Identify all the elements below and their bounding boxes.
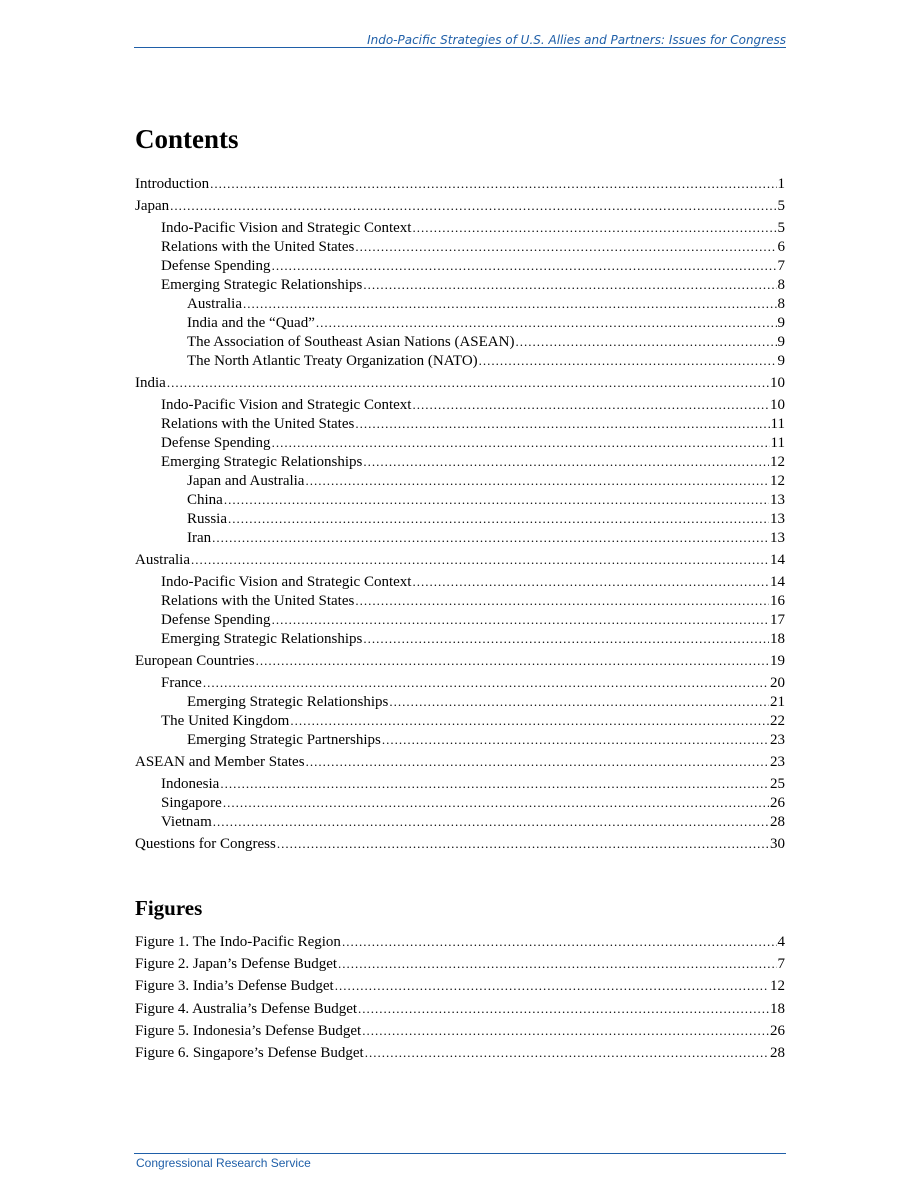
toc-entry[interactable] [187, 731, 785, 749]
toc-entry-title: Defense Spending [161, 612, 271, 628]
toc-entry-title: The Association of Southeast Asian Nations (ASEAN) [187, 334, 515, 350]
header-rule [134, 47, 786, 48]
dot-leader [306, 753, 769, 771]
dot-leader [170, 197, 776, 215]
toc-entry[interactable] [135, 652, 785, 670]
toc-entry-title: Emerging Strategic Relationships [161, 277, 363, 293]
toc-entry-title: India and the “Quad” [187, 315, 315, 331]
toc-entry-page: 12 [770, 473, 785, 489]
toc-entry-page: 5 [777, 220, 785, 236]
toc-entry[interactable] [187, 295, 785, 313]
toc-entry-page: 12 [770, 978, 785, 995]
toc-entry[interactable] [161, 573, 785, 591]
toc-entry[interactable] [187, 352, 785, 370]
toc-entry-page: 14 [770, 552, 785, 568]
toc-entry[interactable] [135, 1022, 785, 1040]
toc-entry[interactable] [135, 977, 785, 995]
toc-entry-page: 16 [770, 593, 785, 609]
dot-leader [224, 491, 769, 509]
toc-entry-page: 30 [770, 836, 785, 852]
dot-leader [277, 835, 769, 853]
toc-entry-page: 9 [777, 353, 785, 369]
toc-entry-page: 11 [770, 416, 785, 432]
toc-entry[interactable] [161, 219, 785, 237]
toc-entry-title: Defense Spending [161, 435, 271, 451]
toc-entry-page: 13 [770, 530, 785, 546]
toc-entry-title: Emerging Strategic Relationships [161, 454, 363, 470]
dot-leader [412, 573, 769, 591]
toc-entry-page: 25 [770, 776, 785, 792]
toc-entry-page: 18 [770, 631, 785, 647]
toc-entry-page: 19 [770, 653, 785, 669]
toc-entry-title: Emerging Strategic Relationships [161, 631, 363, 647]
toc-entry-page: 12 [770, 454, 785, 470]
toc-entry-page: 23 [770, 732, 785, 748]
toc-entry-title: India [135, 375, 166, 391]
toc-entry[interactable] [161, 712, 785, 730]
toc-entry[interactable] [187, 472, 785, 490]
toc-entry-page: 28 [770, 1045, 785, 1061]
dot-leader [358, 1000, 769, 1018]
dot-leader [305, 472, 769, 490]
toc-entry[interactable] [187, 510, 785, 528]
toc-entry-title: Figure 4. Australia’s Defense Budget [135, 1000, 358, 1017]
toc-entry[interactable] [135, 1000, 785, 1018]
toc-entry-page: 28 [770, 814, 785, 830]
toc-entry-title: Introduction [135, 176, 210, 192]
toc-entry-page: 4 [777, 934, 785, 950]
dot-leader [316, 314, 777, 332]
toc-entry-title: Australia [135, 552, 190, 568]
toc-entry[interactable] [135, 197, 785, 215]
dot-leader [290, 712, 769, 730]
dot-leader [355, 238, 776, 256]
toc-entry-page: 8 [777, 296, 785, 312]
toc-entry[interactable] [161, 453, 785, 471]
toc-entry-page: 23 [770, 754, 785, 770]
toc-entry-title: Relations with the United States [161, 416, 355, 432]
dot-leader [479, 352, 777, 370]
toc-entry-title: European Countries [135, 653, 255, 669]
toc-entry-title: Figure 3. India’s Defense Budget [135, 978, 334, 995]
toc-entry[interactable] [161, 611, 785, 629]
toc-entry[interactable] [135, 835, 785, 853]
toc-entry[interactable] [187, 333, 785, 351]
toc-entry-title: Australia [187, 296, 242, 312]
running-header: Indo-Pacific Strategies of U.S. Allies and Partners: Issues for Congress [367, 33, 786, 47]
footer-text: Congressional Research Service [136, 1156, 311, 1170]
dot-leader [365, 1044, 769, 1062]
dot-leader [272, 257, 777, 275]
toc-entry-title: Figure 2. Japan’s Defense Budget [135, 956, 338, 973]
dot-leader [210, 175, 776, 193]
toc-entry-title: Iran [187, 530, 212, 546]
dot-leader [335, 977, 769, 995]
dot-leader [167, 374, 769, 392]
toc-entry[interactable] [161, 257, 785, 275]
toc-entry-title: Relations with the United States [161, 593, 355, 609]
dot-leader [338, 955, 776, 973]
toc-entry[interactable] [187, 529, 785, 547]
contents-heading: Contents [135, 124, 239, 154]
toc-entry-page: 7 [777, 258, 785, 274]
dot-leader [272, 611, 769, 629]
toc-entry[interactable] [135, 933, 785, 951]
dot-leader [355, 415, 769, 433]
toc-entry[interactable] [161, 813, 785, 831]
toc-entry[interactable] [161, 415, 785, 433]
toc-entry-page: 17 [770, 612, 785, 628]
toc-entry-page: 22 [770, 713, 785, 729]
toc-entry[interactable] [135, 551, 785, 569]
toc-entry-page: 14 [770, 574, 785, 590]
toc-entry-title: Vietnam [161, 814, 212, 830]
dot-leader [228, 510, 769, 528]
toc-entry-page: 8 [777, 277, 785, 293]
toc-entry-page: 26 [770, 1022, 785, 1039]
dot-leader [412, 396, 769, 414]
toc-entry[interactable] [161, 775, 785, 793]
toc-entry-title: Indo-Pacific Vision and Strategic Context [161, 220, 412, 236]
toc-entry[interactable] [187, 491, 785, 509]
toc-entry-title: Japan and Australia [187, 473, 305, 489]
toc-entry-title: Singapore [161, 795, 222, 811]
dot-leader [363, 630, 769, 648]
toc-entry-title: Russia [187, 511, 228, 527]
dot-leader [191, 551, 769, 569]
toc-entry-title: Emerging Strategic Partnerships [187, 732, 381, 748]
dot-leader [382, 731, 769, 749]
toc-entry[interactable] [161, 794, 785, 812]
toc-entry-title: Relations with the United States [161, 239, 355, 255]
dot-leader [203, 674, 769, 692]
toc-entry-page: 1 [777, 176, 785, 192]
dot-leader [223, 794, 769, 812]
dot-leader [256, 652, 769, 670]
toc-entry-page: 20 [770, 675, 785, 691]
dot-leader [362, 1022, 769, 1040]
toc-entry-title: Indo-Pacific Vision and Strategic Context [161, 397, 412, 413]
toc-entry-page: 9 [777, 315, 785, 331]
toc-entry-title: The North Atlantic Treaty Organization (NATO) [187, 353, 478, 369]
dot-leader [212, 529, 769, 547]
toc-entry-title: Figure 6. Singapore’s Defense Budget [135, 1045, 364, 1061]
footer-rule [134, 1153, 786, 1154]
dot-leader [220, 775, 769, 793]
toc-entry-page: 18 [770, 1000, 785, 1017]
toc-entry[interactable] [161, 630, 785, 648]
toc-entry-title: Figure 5. Indonesia’s Defense Budget [135, 1022, 362, 1039]
toc-entry-page: 13 [770, 511, 785, 527]
toc-entry-title: Indonesia [161, 776, 220, 792]
toc-entry-page: 13 [770, 492, 785, 508]
toc-entry-page: 5 [777, 198, 785, 214]
toc-entry[interactable] [161, 592, 785, 610]
toc-entry[interactable] [161, 238, 785, 256]
dot-leader [515, 333, 776, 351]
toc-entry-page: 10 [770, 375, 785, 391]
toc-entry[interactable] [161, 674, 785, 692]
toc-entry-title: China [187, 492, 223, 508]
toc-entry-title: ASEAN and Member States [135, 754, 305, 770]
toc-entry-title: France [161, 675, 202, 691]
toc-entry-title: Figure 1. The Indo-Pacific Region [135, 934, 341, 950]
toc-entry-page: 11 [770, 435, 785, 451]
dot-leader [412, 219, 776, 237]
toc-entry[interactable] [135, 1044, 785, 1062]
toc-entry-title: Defense Spending [161, 258, 271, 274]
toc-entry[interactable] [161, 434, 785, 452]
toc-entry[interactable] [135, 753, 785, 771]
dot-leader [272, 434, 770, 452]
toc-entry[interactable] [187, 314, 785, 332]
toc-entry[interactable] [187, 693, 785, 711]
toc-entry[interactable] [161, 276, 785, 294]
toc-entry-page: 6 [777, 239, 785, 255]
dot-leader [389, 693, 769, 711]
toc-entry[interactable] [135, 175, 785, 193]
toc-entry-page: 21 [770, 694, 785, 710]
toc-entry-page: 9 [777, 334, 785, 350]
dot-leader [363, 276, 776, 294]
toc-entry-title: Indo-Pacific Vision and Strategic Context [161, 574, 412, 590]
toc-entry-page: 7 [777, 956, 785, 973]
toc-entry-title: The United Kingdom [161, 713, 290, 729]
toc-entry[interactable] [161, 396, 785, 414]
dot-leader [213, 813, 769, 831]
toc-entry-title: Emerging Strategic Relationships [187, 694, 389, 710]
dot-leader [342, 933, 777, 951]
figures-heading: Figures [135, 896, 203, 920]
toc-entry[interactable] [135, 374, 785, 392]
dot-leader [355, 592, 769, 610]
toc-entry-title: Japan [135, 198, 170, 214]
dot-leader [363, 453, 769, 471]
dot-leader [243, 295, 777, 313]
toc-entry[interactable] [135, 955, 785, 973]
toc-entry-page: 10 [770, 397, 785, 413]
toc-entry-page: 26 [770, 795, 785, 811]
toc-entry-title: Questions for Congress [135, 836, 276, 852]
